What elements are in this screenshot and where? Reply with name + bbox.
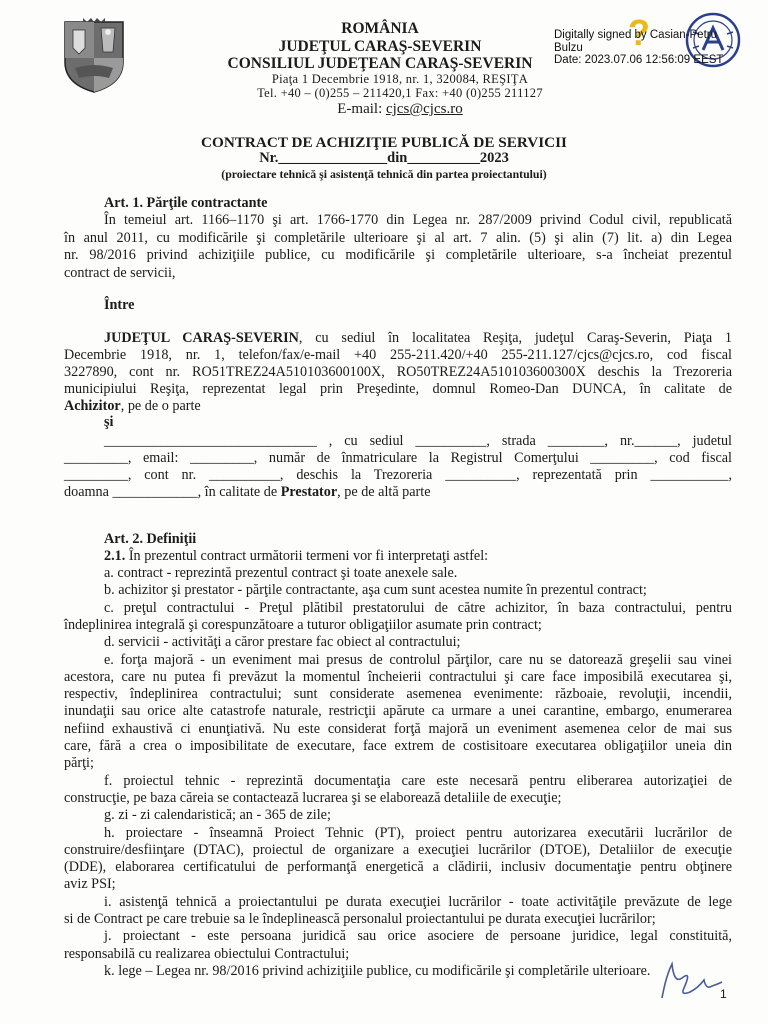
art2lines-line: c. preţul contractului - Preţul plătibil prestatorului de către achizitor, în baza contractului, pentru <box>104 599 732 616</box>
header-county: JUDEŢUL CARAŞ-SEVERIN <box>278 38 482 55</box>
digital-signature-block <box>554 29 754 67</box>
art1p2-line: 3227890, cont nr. RO51TREZ24A510103600100X, RO50TREZ24A510103600300X deschis la Trezoreria <box>64 364 732 380</box>
prestator-pre: doamna ____________, în calitate de <box>64 484 281 500</box>
art2lines-line: acestora, care nu putea fi prevăzut la momentul încheierii contractului şi care face imposibilă executarea şi, <box>64 668 732 685</box>
prestator-post: , pe de altă parte <box>337 484 431 500</box>
art1p1-line: în anul 2011, cu modificările şi completările ulterioare şi al art. 7 alin. (5) şi alin (7) lit. a) din Legea <box>64 229 732 246</box>
header-email <box>250 101 550 118</box>
digital-signature-line2: Bulzu <box>554 41 583 54</box>
art1-party-line-1 <box>104 330 732 347</box>
art2lines-line: nefiind exhaustivă ci enunţiativă. Nu este considerat forţă majoră un eveniment asemenea celor de mai sus <box>64 720 732 737</box>
art1p1-line: nr. 98/2016 privind achiziţiile publice, cu modificările şi completările ulterioare, s-a încheiat prezentul <box>64 247 732 263</box>
art2lines-line: g. zi - zi calendaristică; an - 365 de zile; <box>104 807 331 824</box>
art2lines-line: (DDE), elaborarea certificatului de performanţă energetică a clădirii, inclusiv documentaţie pentru obţinere <box>64 859 732 876</box>
nr-label: Nr. <box>259 150 279 166</box>
email-link[interactable]: cjcs@cjcs.ro <box>386 101 463 117</box>
art2lines-line: i. asistenţă tehnică a proiectantului pe durata execuţiei lucrărilor - toate activităţile prevăzute de lege <box>104 893 732 910</box>
contract-number-line: Nr._______________din__________2023 <box>259 150 509 166</box>
header-phone: Tel. +40 – (0)255 – 211420,1 Fax: +40 (0)255 211127 <box>257 86 543 100</box>
header-country: ROMÂNIA <box>341 20 419 37</box>
art1p2-line: Decembrie 1918, nr. 1, telefon/fax/e-mail +40 255-211.420/+40 255-211.127/cjcs@cjcs.ro, cod fiscal <box>64 347 732 363</box>
art1p3-line: ______________________________ , cu sediul __________, strada ________, nr.______, judetul <box>104 433 732 449</box>
art1p3-line: _________, email: _________, număr de înmatriculare la Registrul Comerţului _________, cod fiscal <box>64 450 732 466</box>
art2lines-line: responsabilă cu realizarea obiectului Contractului; <box>64 945 350 962</box>
art2lines-line: părţi; <box>64 755 94 772</box>
art2lines-line: care, fără a crea o imposibilitate de executare, face extrem de costisitoare executarea obligaţiilor uneia din <box>64 738 732 754</box>
art2lines-line: f. proiectul tehnic - reprezintă documentaţia care este necesară pentru eliberarea autorizaţiei de <box>104 772 732 789</box>
header-council: CONSILIUL JUDEŢEAN CARAŞ-SEVERIN <box>227 55 533 72</box>
art1-prestator-line <box>64 484 692 501</box>
art1p1-line: În temeiul art. 1166–1170 şi art. 1766-1770 din Legea nr. 287/2009 privind Codul civil, republicată <box>104 212 732 228</box>
art1-heading: Art. 1. Părţile contractante <box>104 195 268 211</box>
art2lines-line: construcţie, pe baza căreia se contactează lucrarea şi se elaborează detaliile de execuţie; <box>64 789 562 806</box>
email-label: E-mail: <box>337 101 387 117</box>
contract-subtitle: (proiectare tehnică şi asistenţă tehnică din partea proiectantului) <box>221 167 547 181</box>
art1-achizitor-line <box>64 398 692 415</box>
header-address: Piaţa 1 Decembrie 1918, nr. 1, 320084, REŞIŢA <box>271 72 529 86</box>
digital-signature-line3: Date: 2023.07.06 12:56:09 EEST <box>554 54 724 66</box>
art2lines-line: a. contract - reprezintă prezentul contract şi toate anexele sale. <box>104 565 458 581</box>
art2-intro <box>104 548 732 565</box>
contract-year: 2023 <box>479 150 509 166</box>
art1p2-line: municipiului Reşiţa, reprezentat legal prin Preşedinte, domnul Romeo-Dan DUNCA, în calitate de <box>64 381 732 397</box>
art2-heading: Art. 2. Definiţii <box>104 531 197 547</box>
handwritten-signature <box>652 958 724 1002</box>
signature-status-icon: ? <box>628 12 650 53</box>
party-name: JUDEŢUL CARAŞ-SEVERIN <box>104 330 299 346</box>
art1-intre: Între <box>104 297 135 313</box>
art2-sub-number: 2.1. <box>104 548 126 564</box>
art2lines-line: h. proiectare - înseamnă Proiect Tehnic (PT), proiect pentru autorizarea executării lucrărilor de <box>104 824 732 841</box>
din-label: din <box>387 150 408 166</box>
art2lines-line: b. achizitor şi prestator - părţile contractante, aşa cum sunt acestea numite în prezentul contract; <box>104 582 647 599</box>
prestator-label: Prestator <box>280 484 338 500</box>
digital-signature-line1: Digitally signed by Casian-Petru <box>554 29 717 41</box>
art2lines-line: k. lege – Legea nr. 98/2016 privind achiziţiile publice, cu modificările şi completările ulterioare. <box>104 962 651 979</box>
art1-si: şi <box>104 414 114 430</box>
achizitor-label: Achizitor <box>64 398 121 414</box>
contract-title: CONTRACT DE ACHIZIŢIE PUBLICĂ DE SERVICII <box>201 134 567 151</box>
art2lines-line: aviz PSI; <box>64 876 116 893</box>
art2lines-line: respectiv, îndeplinirea contractului; sunt considerate asemenea evenimente: războaie, revoluţii, incendii, <box>64 686 732 703</box>
art2lines-line: îndeplinirea integrală şi corespunzătoare a tuturor obligaţiilor asumate prin contract; <box>64 616 542 633</box>
art2lines-line: e. forţa majoră - un eveniment mai presus de controlul părţilor, care nu se datorează greşelii sau vinei <box>104 651 732 668</box>
party-name-rest: , cu sediul în localitatea Reşiţa, judeţul Caraş-Severin, Piaţa 1 <box>298 330 733 346</box>
art2lines-line: inundaţii sau orice alte catastrofe naturale, restricţii apărute ca urmare a unei carantine, embargo, enumerarea <box>64 703 732 720</box>
art2lines-line: j. proiectant - este persoana juridică sau orice asociere de persoane juridice, legal constituită, <box>104 928 732 945</box>
county-coat-of-arms <box>63 18 125 94</box>
art1p1-line: contract de servicii, <box>64 264 176 281</box>
page-number: 1 <box>720 987 727 1001</box>
art2lines-line: d. servicii - activităţi a căror prestare fac obiect al contractului; <box>104 634 461 651</box>
art1p3-line: _________, cont nr. __________, deschis la Trezoreria __________, reprezentată prin ___________, <box>64 467 732 483</box>
art2-sub-text: În prezentul contract următorii termeni vor fi interpretaţi astfel: <box>125 548 489 564</box>
art2lines-line: si de Contract pe care trebuie sa le îndeplinească personalul proiectantului pe durata execuţiei lucrărilor; <box>64 911 656 927</box>
achizitor-rest: , pe de o parte <box>120 398 201 414</box>
art2lines-line: construire/desfiinţare (DTAC), proiectul de organizare a execuţiei lucrărilor (DTOE), Detaliilor de execuţie <box>64 841 732 858</box>
